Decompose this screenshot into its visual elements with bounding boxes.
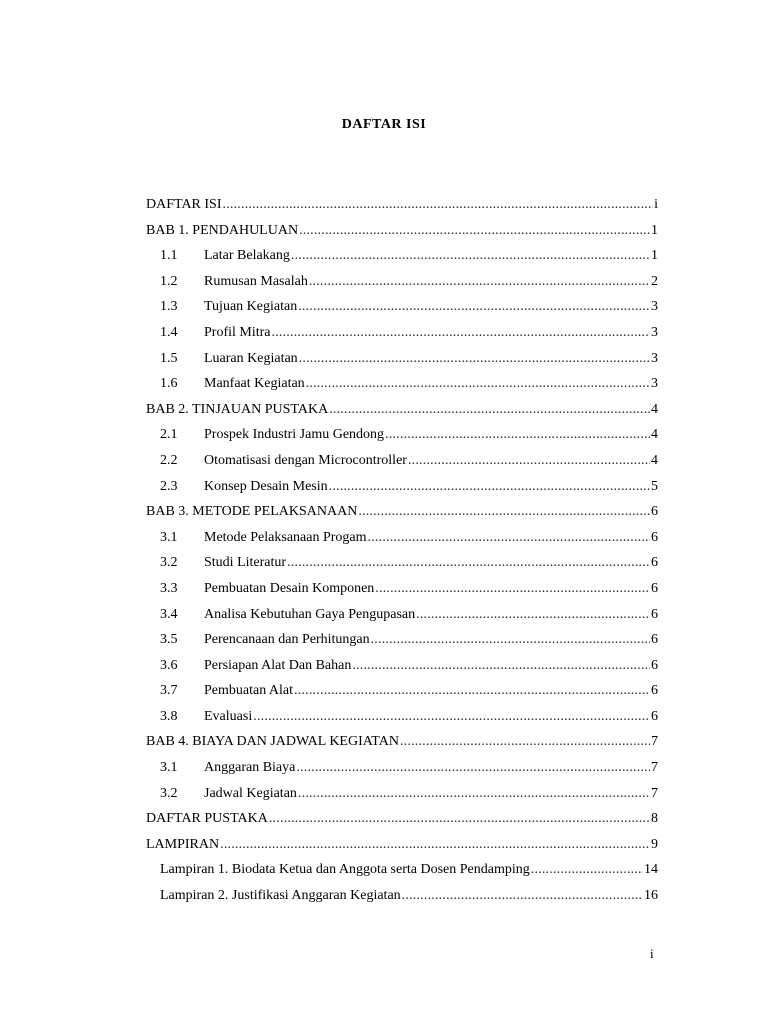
toc-entry-number: 1.6 [160,376,178,392]
toc-entry-number: 3.6 [160,657,178,673]
toc-entry-page: 6 [651,580,658,596]
toc-entry-page: 3 [651,376,658,392]
toc-entry[interactable] [146,192,658,218]
toc-entry-label: DAFTAR PUSTAKA [146,811,268,827]
toc-entry-page: 4 [651,452,658,468]
toc-entry[interactable] [146,781,658,807]
toc-entry-page: 6 [651,683,658,699]
toc-entry-number: 3.8 [160,708,178,724]
toc-entry-number: 3.2 [160,555,178,571]
toc-entry-page: 6 [651,632,658,648]
toc-entry-page: 14 [644,862,658,878]
toc-entry-number: 3.2 [160,785,178,801]
toc-entry-page: 3 [651,299,658,315]
dot-leader [358,499,650,525]
toc-entry-label: BAB 2. TINJAUAN PUSTAKA [146,401,329,417]
toc-entry-page: 7 [651,785,658,801]
toc-entry-page: 1 [651,248,658,264]
toc-entry-number: 3.3 [160,580,178,596]
toc-entry[interactable] [146,806,658,832]
toc-entry[interactable] [146,269,658,295]
page-title: DAFTAR ISI [341,117,427,132]
dot-leader [309,269,650,295]
toc-entry-number: 2.1 [160,427,178,443]
toc-entry-number: 3.1 [160,760,178,776]
toc-entry[interactable] [146,576,658,602]
dot-leader [223,192,654,218]
toc-entry[interactable] [146,397,658,423]
dot-leader [306,371,650,397]
toc-entry-page: 6 [651,555,658,571]
toc-entry-label: Konsep Desain Mesin [204,478,328,494]
toc-entry[interactable] [146,294,658,320]
toc-entry[interactable] [146,832,658,858]
dot-leader [329,474,650,500]
dot-leader [375,576,650,602]
toc-entry-page: 3 [651,324,658,340]
toc-entry-page: 4 [651,401,658,417]
toc-entry-page: 9 [651,836,658,852]
dot-leader [294,678,650,704]
toc-entry-number: 3.4 [160,606,178,622]
toc-entry[interactable] [146,320,658,346]
dot-leader [298,781,650,807]
toc-entry-label: Pembuatan Desain Komponen [204,580,375,596]
toc-entry-page: 16 [644,888,658,904]
toc-entry-label: LAMPIRAN [146,836,220,852]
dot-leader [269,806,650,832]
toc-entry-label: Otomatisasi dengan Microcontroller [204,452,407,468]
toc-entry[interactable] [146,346,658,372]
toc-entry[interactable] [146,857,658,883]
toc-entry-label: Latar Belakang [204,248,290,264]
toc-entry-number: 2.3 [160,478,178,494]
dot-leader [385,422,650,448]
dot-leader [272,320,651,346]
toc-entry-label: Pembuatan Alat [204,683,294,699]
dot-leader [291,243,650,269]
toc-entry-page: 6 [651,504,658,520]
toc-entry[interactable] [146,883,658,909]
toc-entry[interactable] [146,525,658,551]
toc-entry[interactable] [146,678,658,704]
toc-entry-label: Tujuan Kegiatan [204,299,298,315]
toc-entry[interactable] [146,729,658,755]
toc-entry-number: 3.1 [160,529,178,545]
dot-leader [287,550,650,576]
table-of-contents [146,192,658,909]
toc-entry-number: 1.2 [160,273,178,289]
toc-entry[interactable] [146,474,658,500]
dot-leader [299,346,650,372]
toc-entry-number: 3.7 [160,683,178,699]
toc-entry-label: Studi Literatur [204,555,287,571]
toc-entry[interactable] [146,653,658,679]
toc-entry[interactable] [146,755,658,781]
toc-entry-label: Manfaat Kegiatan [204,376,305,392]
toc-entry[interactable] [146,243,658,269]
dot-leader [253,704,650,730]
toc-entry-label: Prospek Industri Jamu Gendong [204,427,385,443]
dot-leader [329,397,650,423]
toc-entry[interactable] [146,371,658,397]
dot-leader [298,294,650,320]
toc-entry-page: 7 [651,760,658,776]
toc-entry-number: 3.5 [160,632,178,648]
toc-entry-label: Jadwal Kegiatan [204,785,297,801]
dot-leader [408,448,650,474]
toc-entry[interactable] [146,602,658,628]
dot-leader [352,653,650,679]
toc-entry-page: 2 [651,273,658,289]
toc-entry[interactable] [146,627,658,653]
toc-entry-label: Perencanaan dan Perhitungan [204,632,370,648]
toc-entry-page: 7 [651,734,658,750]
toc-entry-label: Lampiran 1. Biodata Ketua dan Anggota serta Dosen Pendamping [160,862,530,878]
dot-leader [400,729,650,755]
toc-entry-label: BAB 3. METODE PELAKSANAAN [146,504,358,520]
toc-entry[interactable] [146,218,658,244]
toc-entry-number: 1.1 [160,248,178,264]
dot-leader [368,525,650,551]
toc-entry-label: Metode Pelaksanaan Progam [204,529,367,545]
toc-entry-number: 1.3 [160,299,178,315]
toc-entry-page: 1 [651,222,658,238]
dot-leader [296,755,650,781]
toc-entry-page: 5 [651,478,658,494]
toc-entry-page: 6 [651,708,658,724]
toc-entry-number: 1.4 [160,324,178,340]
toc-entry-number: 1.5 [160,350,178,366]
toc-entry-label: Persiapan Alat Dan Bahan [204,657,352,673]
toc-entry[interactable] [146,422,658,448]
toc-entry-label: Profil Mitra [204,324,271,340]
dot-leader [531,857,643,883]
toc-entry-page: 3 [651,350,658,366]
toc-entry-label: Analisa Kebutuhan Gaya Pengupasan [204,606,416,622]
toc-entry[interactable] [146,704,658,730]
toc-entry-label: Anggaran Biaya [204,760,296,776]
toc-entry-page: 6 [651,529,658,545]
toc-entry-label: BAB 4. BIAYA DAN JADWAL KEGIATAN [146,734,399,750]
dot-leader [402,883,643,909]
toc-entry-page: 8 [651,811,658,827]
toc-entry[interactable] [146,550,658,576]
toc-entry-page: 6 [651,606,658,622]
toc-entry[interactable] [146,499,658,525]
dot-leader [416,602,650,628]
toc-entry-page: 4 [651,427,658,443]
toc-entry-label: Rumusan Masalah [204,273,308,289]
dot-leader [299,218,650,244]
dot-leader [371,627,650,653]
toc-entry-label: BAB 1. PENDAHULUAN [146,222,299,238]
toc-entry-label: Luaran Kegiatan [204,350,298,366]
toc-entry-label: Evaluasi [204,708,253,724]
page-number: i [650,946,654,961]
toc-entry-number: 2.2 [160,452,178,468]
toc-entry[interactable] [146,448,658,474]
toc-entry-page: 6 [651,657,658,673]
toc-entry-label: DAFTAR ISI [146,197,222,212]
toc-entry-label: Lampiran 2. Justifikasi Anggaran Kegiatan [160,888,401,904]
dot-leader [220,832,650,858]
toc-entry-page: i [654,197,658,212]
